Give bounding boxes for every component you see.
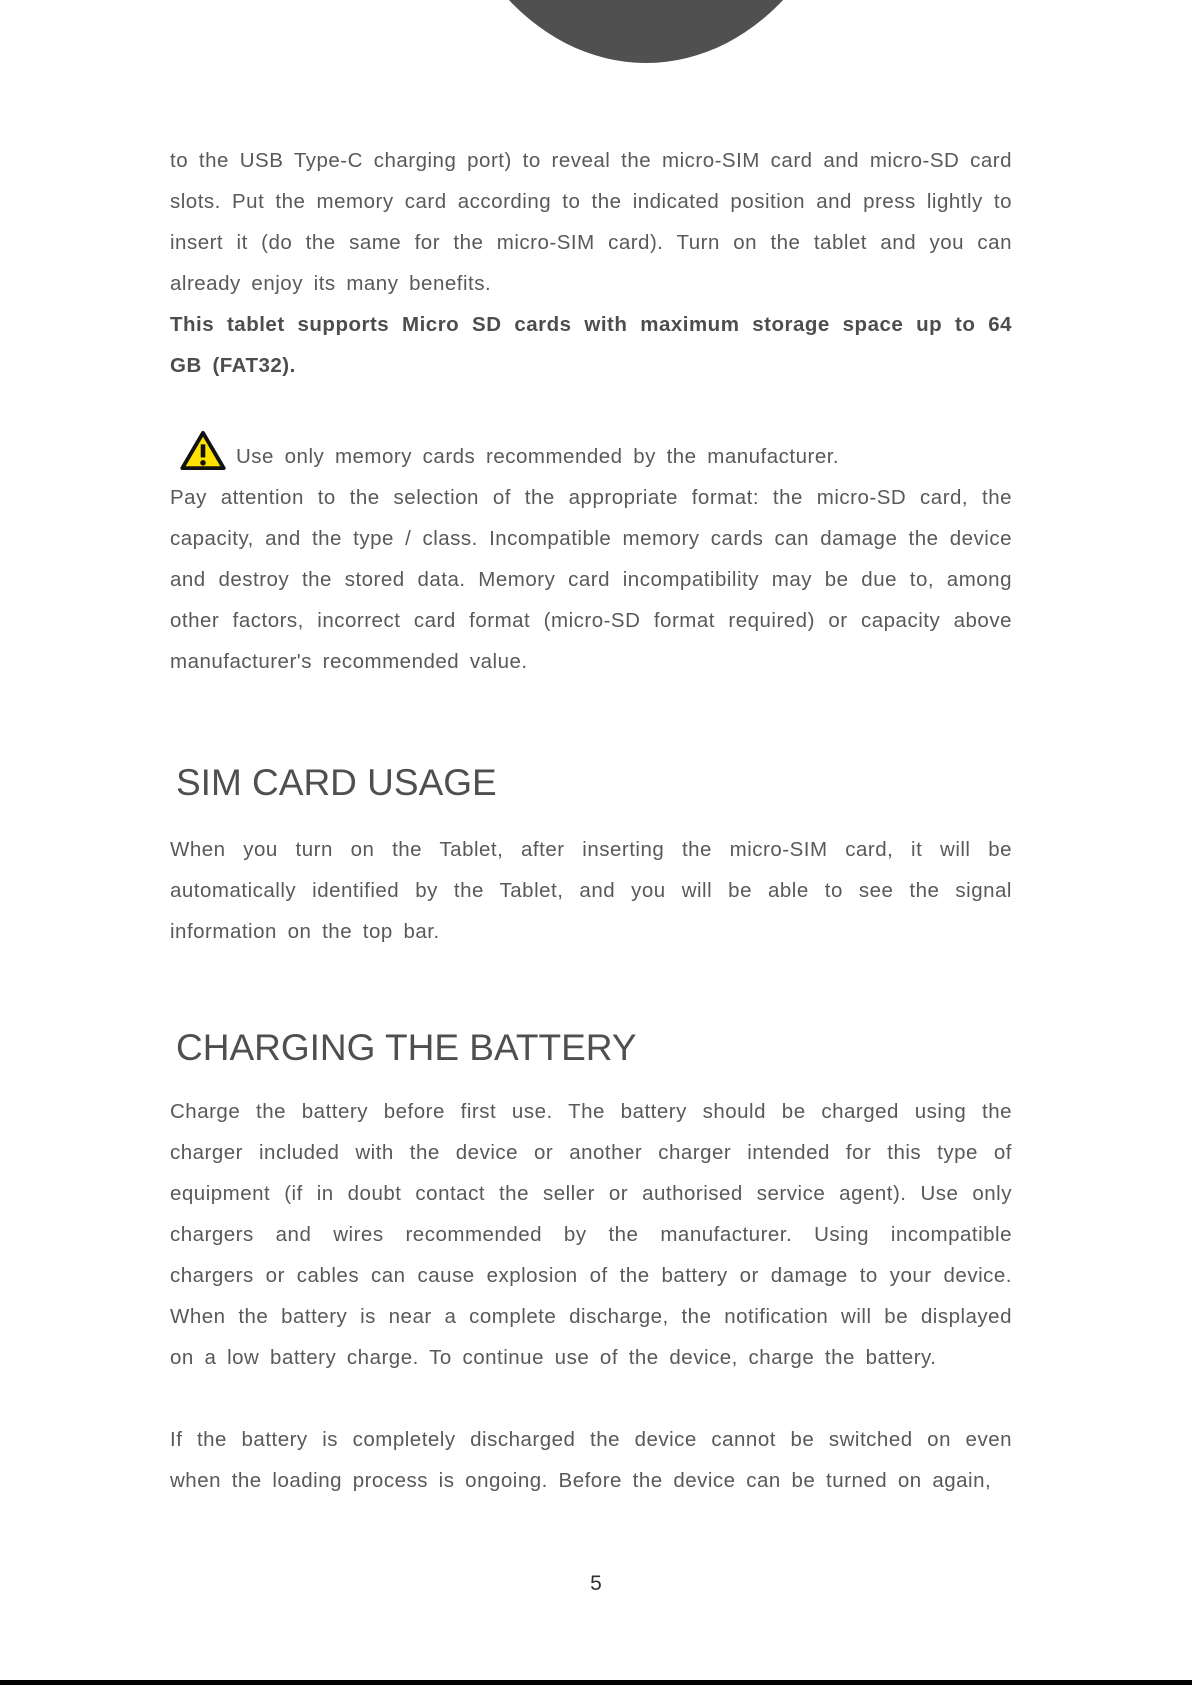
- warning-details-paragraph: Pay attention to the selection of the appropriate format: the micro-SD card, the capacity, and the type / class. Incompatible memory cards can damage the device and destroy the stored data. Memory card incompatibility may be due to, among other factors, incorrect card format (micro-SD format required) or capacity above manufacturer's recommended value.: [170, 486, 1012, 673]
- intro-block: [170, 140, 1012, 386]
- section-heading-sim-card-usage: SIM CARD USAGE: [176, 762, 497, 803]
- warning-text: Use only memory cards recommended by the manufacturer.: [236, 445, 840, 468]
- charging-the-battery-body: [170, 1091, 1012, 1501]
- sd-card-support-note: This tablet supports Micro SD cards with maximum storage space up to 64 GB (FAT32).: [170, 313, 1012, 377]
- charging-paragraph-1: Charge the battery before first use. The battery should be charged using the charger included with the device or another charger intended for this type of equipment (if in doubt contact the seller or authorised service agent). Use only chargers and wires recommended by the manufacturer. Using incompatible chargers or cables can cause explosion of the battery or damage to your device. When the battery is near a complete discharge, the notification will be displayed on a low battery charge. To continue use of the device, charge the battery.: [170, 1100, 1012, 1369]
- sim-card-usage-body: [170, 829, 1012, 952]
- page-number: 5: [590, 1572, 602, 1595]
- page-bottom-border: [0, 1680, 1192, 1685]
- sim-card-usage-paragraph: When you turn on the Tablet, after inserting the micro-SIM card, it will be automatically identified by the Tablet, and you will be able to see the signal information on the top bar.: [170, 838, 1012, 943]
- warning-block: [170, 434, 1012, 682]
- page-top-decoration: [436, 0, 856, 63]
- section-heading-charging-the-battery: CHARGING THE BATTERY: [176, 1027, 637, 1068]
- intro-paragraph: to the USB Type-C charging port) to reveal the micro-SIM card and micro-SD card slots. Put the memory card according to the indicated position and press lightly to insert it (do the same for the micro-SIM card). Turn on the tablet and you can already enjoy its many benefits.: [170, 149, 1012, 295]
- charging-paragraph-2: If the battery is completely discharged the device cannot be switched on even when the loading process is ongoing. Before the device can be turned on again,: [170, 1428, 1012, 1492]
- warning-row: [170, 434, 1012, 477]
- warning-triangle-icon: [180, 429, 226, 472]
